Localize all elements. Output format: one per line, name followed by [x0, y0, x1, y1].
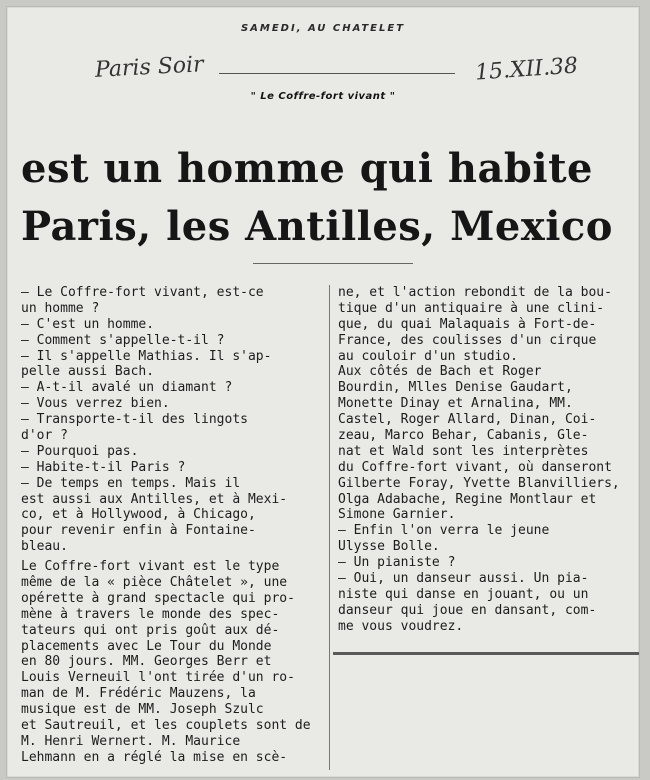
text-line: niste qui danse en jouant, ou un: [338, 586, 589, 602]
text-line: pelle aussi Bach.: [21, 364, 155, 380]
text-line: pour revenir enfin à Fontaine-: [21, 523, 256, 539]
handwritten-underline: [219, 73, 455, 74]
text-line: co, et à Hollywood, à Chicago,: [21, 507, 256, 523]
text-line: un homme ?: [21, 300, 100, 316]
text-line: et Sautreuil, et les couplets sont de: [21, 718, 311, 734]
text-line: — Le Coffre-fort vivant, est-ce: [21, 285, 264, 300]
text-line: Lehmann en a réglé la mise en scè-: [21, 749, 288, 765]
text-line: — A-t-il avalé un diamant ?: [21, 380, 233, 396]
column-divider: [329, 285, 330, 770]
text-line: au couloir d'un studio.: [338, 348, 519, 364]
text-line: du Coffre-fort vivant, où danseront: [338, 459, 612, 475]
text-line: musique est de MM. Joseph Szulc: [21, 702, 264, 718]
text-line: — Un pianiste ?: [338, 555, 456, 571]
text-line: Louis Verneuil l'ont tirée d'un ro-: [21, 670, 295, 686]
text-line: Castel, Roger Allard, Dinan, Coi-: [338, 412, 597, 428]
text-line: — De temps en temps. Mais il: [21, 475, 241, 491]
text-line: est aussi aux Antilles, et à Mexi-: [21, 491, 288, 507]
text-line: même de la « pièce Châtelet », une: [21, 575, 288, 591]
text-line: Le Coffre-fort vivant est le type: [21, 559, 280, 575]
text-line: Simone Garnier.: [338, 507, 456, 523]
headline-line-3: Paris, les Antilles, Mexico: [21, 203, 613, 250]
text-line: man de M. Frédéric Mauzens, la: [21, 686, 256, 702]
text-line: — Vous verrez bien.: [21, 396, 170, 412]
text-line: — C'est un homme.: [21, 316, 155, 332]
text-line: d'or ?: [21, 428, 68, 444]
text-line: mène à travers le monde des spec-: [21, 606, 280, 622]
text-line: ne, et l'action rebondit de la bou-: [338, 285, 612, 300]
text-line: Gilberte Foray, Yvette Blanvilliers,: [338, 475, 620, 491]
newspaper-clipping: [6, 6, 640, 778]
text-line: bleau.: [21, 539, 68, 555]
headline-line-2: est un homme qui habite: [21, 145, 594, 192]
text-line: — Oui, un danseur aussi. Un pia-: [338, 571, 589, 587]
text-line: danseur qui joue en dansant, com-: [338, 602, 597, 618]
article-end-rule: [333, 652, 639, 655]
text-line: en 80 jours. MM. Georges Berr et: [21, 654, 272, 670]
article-column-right: [338, 285, 638, 635]
text-line: placements avec Le Tour du Monde: [21, 638, 272, 654]
text-line: nat et Wald sont les interprètes: [338, 443, 589, 459]
kicker-heading: SAMEDI, AU CHATELET: [240, 23, 406, 34]
text-line: Monette Dinay et Arnalina, MM.: [338, 396, 573, 412]
text-line: me vous voudrez.: [338, 618, 464, 634]
text-line: — Enfin l'on verra le jeune: [338, 523, 550, 539]
text-line: — Transporte-t-il des lingots: [21, 412, 248, 428]
text-line: Bourdin, Mlles Denise Gaudart,: [338, 380, 573, 396]
headline-rule: [253, 263, 413, 264]
text-line: — Il s'appelle Mathias. Il s'ap-: [21, 348, 272, 364]
text-line: — Pourquoi pas.: [21, 443, 139, 459]
handwritten-source: Paris Soir: [94, 52, 205, 83]
text-line: zeau, Marco Behar, Cabanis, Gle-: [338, 428, 589, 444]
headline-title: " Le Coffre-fort vivant ": [250, 91, 396, 102]
text-line: tateurs qui ont pris goût aux dé-: [21, 622, 280, 638]
article-column-left: [21, 285, 324, 766]
handwritten-date: 15.XII.38: [474, 53, 579, 86]
text-line: Olga Adabache, Regine Montlaur et: [338, 491, 597, 507]
text-line: Ulysse Bolle.: [338, 539, 440, 555]
text-line: France, des coulisses d'un cirque: [338, 332, 597, 348]
text-line: opérette à grand spectacle qui pro-: [21, 590, 295, 606]
text-line: M. Henri Wernert. M. Maurice: [21, 733, 241, 749]
text-line: que, du quai Malaquais à Fort-de-: [338, 316, 597, 332]
text-line: Aux côtés de Bach et Roger: [338, 364, 542, 380]
text-line: tique d'un antiquaire à une clini-: [338, 300, 605, 316]
text-line: — Comment s'appelle-t-il ?: [21, 332, 225, 348]
text-line: — Habite-t-il Paris ?: [21, 459, 186, 475]
